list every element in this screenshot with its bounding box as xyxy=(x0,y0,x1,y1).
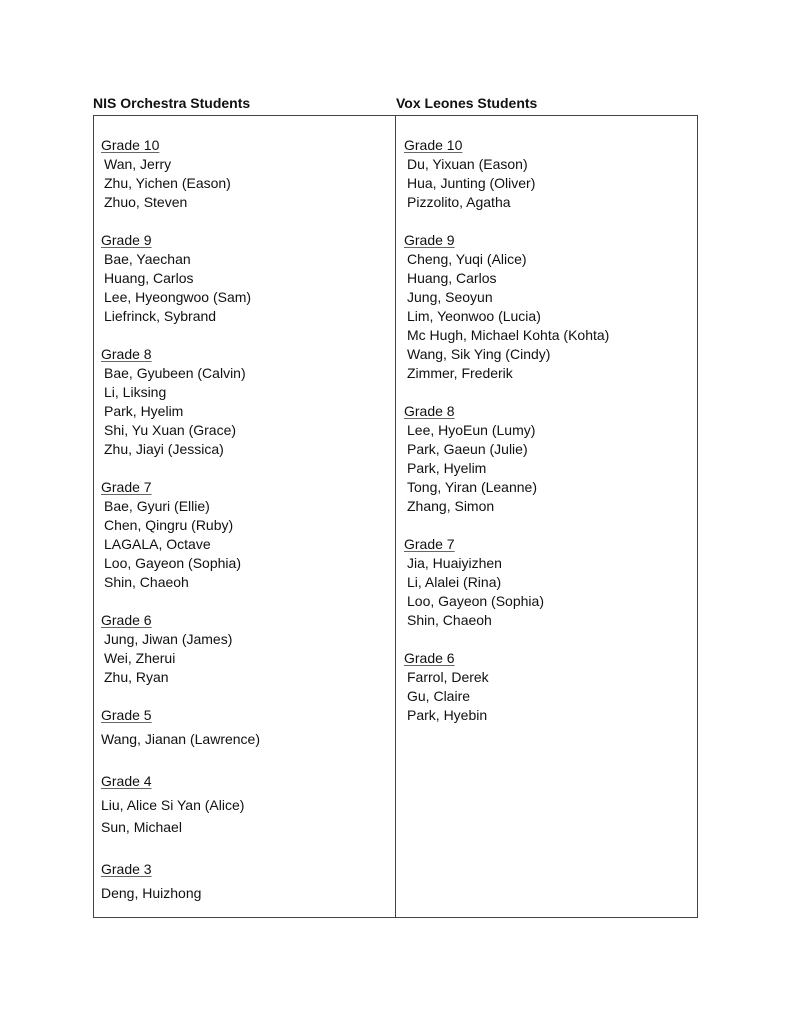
grade-group xyxy=(404,649,697,725)
student-name: Tong, Yiran (Leanne) xyxy=(407,479,537,495)
grade-group xyxy=(101,478,395,592)
student-name: Park, Gaeun (Julie) xyxy=(407,441,528,457)
grade-group xyxy=(101,231,395,326)
student-name: Huang, Carlos xyxy=(407,270,497,286)
student-name: Loo, Gayeon (Sophia) xyxy=(104,555,241,571)
student-name: Bae, Gyuri (Ellie) xyxy=(104,498,210,514)
grade-title: Grade 7 xyxy=(101,479,152,495)
student-name: Zimmer, Frederik xyxy=(407,365,513,381)
student-name: Pizzolito, Agatha xyxy=(407,194,511,210)
student-name: Cheng, Yuqi (Alice) xyxy=(407,251,527,267)
grade-title: Grade 10 xyxy=(404,137,463,153)
student-name: Mc Hugh, Michael Kohta (Kohta) xyxy=(407,327,610,343)
student-name: Bae, Gyubeen (Calvin) xyxy=(104,365,246,381)
grade-title: Grade 8 xyxy=(101,346,152,362)
student-roster-table xyxy=(93,115,698,918)
grade-group xyxy=(101,136,395,212)
nis-orchestra-column xyxy=(94,116,396,917)
student-name: Zhu, Ryan xyxy=(104,669,169,685)
grade-title: Grade 6 xyxy=(101,612,152,628)
student-name: Lee, HyoEun (Lumy) xyxy=(407,422,536,438)
grade-group xyxy=(101,345,395,459)
vox-leones-column xyxy=(396,116,697,917)
grade-title: Grade 7 xyxy=(404,536,455,552)
student-name: Park, Hyelim xyxy=(104,403,184,419)
student-name: Jung, Jiwan (James) xyxy=(104,631,233,647)
student-name: Lee, Hyeongwoo (Sam) xyxy=(104,289,252,305)
grade-title: Grade 9 xyxy=(404,232,455,248)
grade-title: Grade 4 xyxy=(101,773,152,789)
nis-orchestra-heading: NIS Orchestra Students xyxy=(93,95,251,111)
student-name: Jung, Seoyun xyxy=(407,289,493,305)
student-name: Jia, Huaiyizhen xyxy=(407,555,502,571)
student-name: Zhu, Jiayi (Jessica) xyxy=(104,441,224,457)
student-name: Liu, Alice Si Yan (Alice) xyxy=(101,797,245,813)
student-name: Wan, Jerry xyxy=(104,156,172,172)
student-name: Loo, Gayeon (Sophia) xyxy=(407,593,544,609)
grade-group xyxy=(404,136,697,212)
student-name: Huang, Carlos xyxy=(104,270,194,286)
student-name: Li, Liksing xyxy=(104,384,167,400)
student-name: Shi, Yu Xuan (Grace) xyxy=(104,422,237,438)
grade-group xyxy=(404,402,697,516)
student-name: LAGALA, Octave xyxy=(104,536,211,552)
student-name: Zhu, Yichen (Eason) xyxy=(104,175,231,191)
student-name: Sun, Michael xyxy=(101,819,182,835)
grade-title: Grade 10 xyxy=(101,137,160,153)
student-name: Wang, Sik Ying (Cindy) xyxy=(407,346,551,362)
student-name: Wang, Jianan (Lawrence) xyxy=(101,731,261,747)
grade-group xyxy=(404,231,697,383)
grade-title: Grade 3 xyxy=(101,861,152,877)
grade-title: Grade 5 xyxy=(101,707,152,723)
grade-title: Grade 6 xyxy=(404,650,455,666)
student-name: Deng, Huizhong xyxy=(101,885,202,901)
grade-group xyxy=(101,611,395,687)
vox-leones-heading: Vox Leones Students xyxy=(396,95,538,111)
student-name: Farrol, Derek xyxy=(407,669,489,685)
student-name: Park, Hyebin xyxy=(407,707,488,723)
student-name: Hua, Junting (Oliver) xyxy=(407,175,536,191)
student-name: Chen, Qingru (Ruby) xyxy=(104,517,234,533)
student-name: Li, Alalei (Rina) xyxy=(407,574,502,590)
student-name: Zhuo, Steven xyxy=(104,194,188,210)
student-name: Shin, Chaeoh xyxy=(407,612,492,628)
student-name: Shin, Chaeoh xyxy=(104,574,189,590)
grade-title: Grade 8 xyxy=(404,403,455,419)
student-name: Du, Yixuan (Eason) xyxy=(407,156,528,172)
student-name: Liefrinck, Sybrand xyxy=(104,308,217,324)
grade-group xyxy=(404,535,697,630)
student-name: Zhang, Simon xyxy=(407,498,495,514)
grade-group xyxy=(101,860,395,904)
grade-title: Grade 9 xyxy=(101,232,152,248)
student-name: Wei, Zherui xyxy=(104,650,176,666)
student-name: Park, Hyelim xyxy=(407,460,487,476)
grade-group xyxy=(101,772,395,838)
student-name: Lim, Yeonwoo (Lucia) xyxy=(407,308,541,324)
grade-group xyxy=(101,706,395,750)
student-name: Gu, Claire xyxy=(407,688,471,704)
student-name: Bae, Yaechan xyxy=(104,251,191,267)
